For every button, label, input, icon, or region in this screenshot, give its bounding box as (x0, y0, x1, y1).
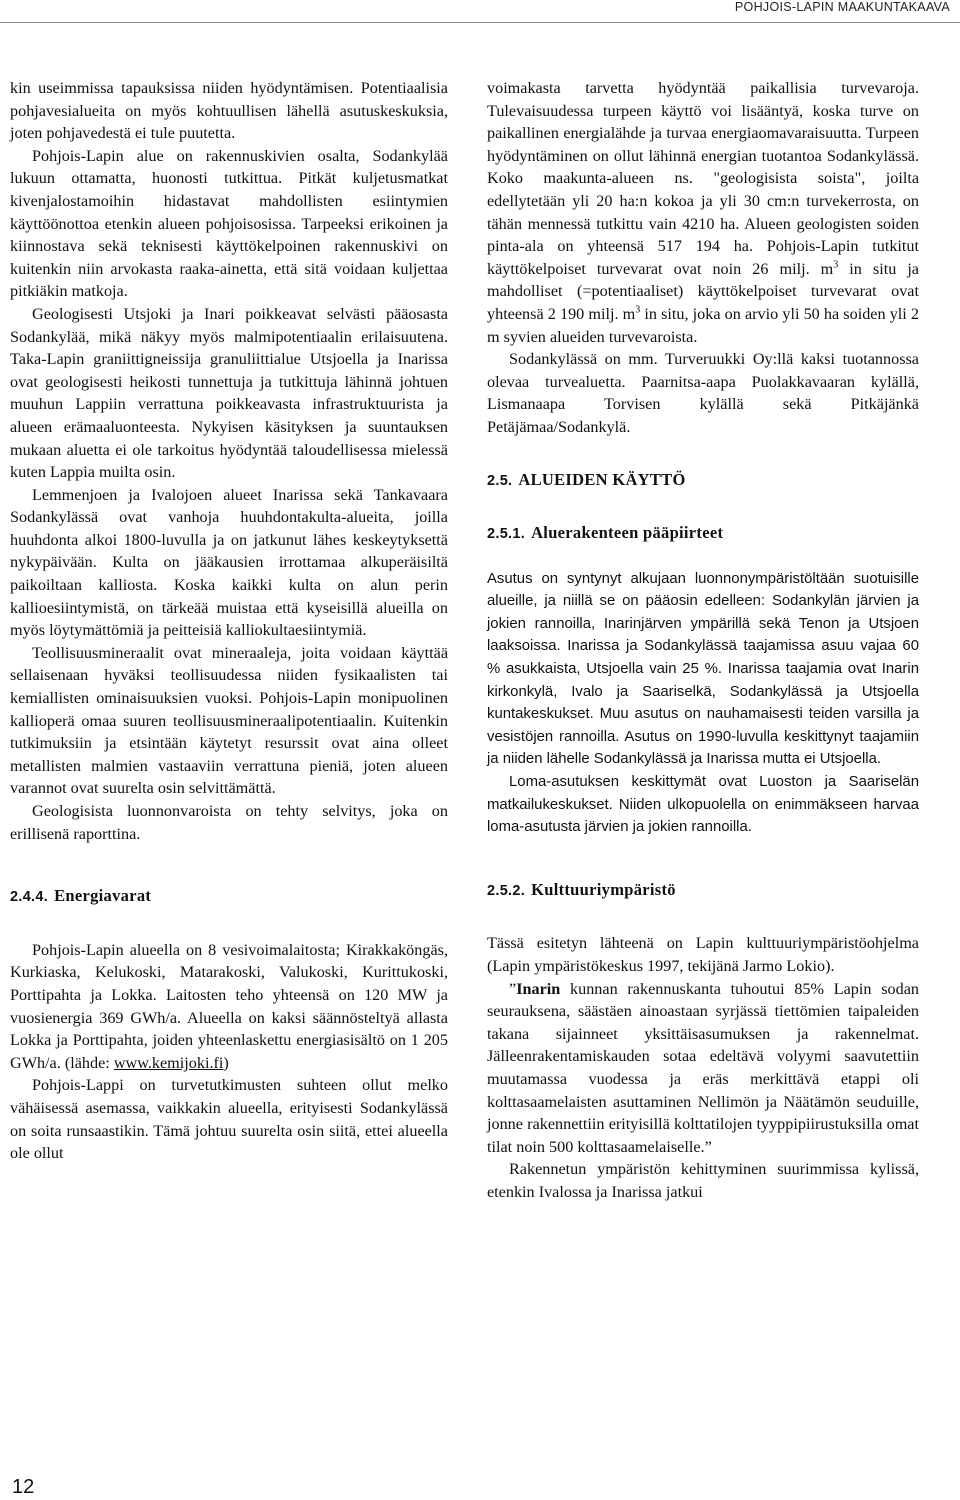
section-number: 2.5.1. (487, 526, 526, 543)
paragraph-text: voimakasta tarvetta hyödyntää paikallisia turvevaroja. Tulevaisuudessa turpeen käyttö voi lisääntyä, koska turve on paikallinen energialähde ja turvaa energiaomavaraisuutta. Turpeen hyödyntäminen on ollut lähinnä energian tuotantoa Sodankylässä. Koko maakunta-alueen ns. "geologisista soista", joilta edellytetään yli 20 ha:n kokoa ja yli 30 cm:n turvekerrosta, on tähän mennessä tutkittu vain 4210 ha. Alueen geologisten soiden pinta-ala on yhteensä 517 194 ha. Pohjois-Lapin tutkitut käyttökelpoiset turvevarat ovat noin 26 milj. m (487, 79, 919, 278)
paragraph: Loma-asutuksen keskittymät ovat Luoston ja Saariselän matkailukeskukset. Niiden ulkopuolella on enimmäkseen harvaa loma-asutusta järvien ja jokien rannoilla. (487, 774, 919, 836)
paragraph: Geologisesti Utsjoki ja Inari poikkeavat selvästi pääosasta Sodankylää, mikä näkyy myös malmipotentiaalin erilaisuutena. Taka-Lapin graniittigneissija granuliittialue Utsjoella ja Inarissa ovat geologisesti heikosti tunnettuja ja tutkittuja lähinnä johtuen muuhun Lappiin verrattuna poikkeavasta infrastruktuurista ja alueen erämaaluonteesta. Nykyisen käsityksen ja suuntauksen mukaan aluetta ei ole tarkoitus hyödyntää taloudellisessa mielessä kuten Lappia muilta osin. (10, 304, 448, 482)
paragraph: Sodankylässä on mm. Turveruukki Oy:llä kaksi tuotannossa olevaa turvealuetta. Paarnitsa-aapa Puolakkavaaran kylällä, Lismanaapa Torvisen kylällä sekä Pitkäjänkä Petäjämaa/Sodankylä. (487, 350, 919, 436)
paragraph-text: in situ, joka on arvio yli 50 ha soiden yli 2 m syvien alueiden turvevaroista. (487, 304, 920, 346)
bold-term: Inarin (516, 979, 561, 998)
paragraph: Asutus on syntynyt alkujaan luonnonympäristöltään suotuisille alueille, ja niillä se on pääosin edelleen: Sodankylän järvien ja jokien rannoilla, Inarinjärven ympärillä sekä Tenon ja Utsjoen laaksoissa. Inarissa ja Sodankylässä taajamissa asuu vajaa 60 % asukkaista, Utsjoella vain 25 %. Inarissa taajamia ovat Inarin kirkonkylä, Ivalo ja Saariselkä, Sodankylässä ja Utsjoella kuntakeskukset. Muu asutus on nauhamaisesti teiden varsilla ja vesistöjen rannoilla. Asutus on 1990-luvulla keskittynyt taajamiin ja niiden lähelle Sodankylässä ja Inarissa mutta ei Utsjoella. (487, 570, 919, 768)
section-title: Energiavarat (54, 886, 152, 906)
paragraph (10, 939, 448, 1075)
section-title: ALUEIDEN KÄYTTÖ (518, 469, 686, 489)
section-heading-alueiden-kaytto (487, 469, 919, 493)
paragraph: Rakennetun ympäristön kehittyminen suurimmissa kylissä, etenkin Ivalossa ja Inarissa jatkui (487, 1160, 919, 1201)
right-column (487, 77, 919, 1204)
quote-mark: ” (509, 979, 517, 998)
kemijoki-link[interactable]: www.kemijoki.fi (113, 1053, 224, 1072)
paragraph-text: in situ ja mahdolliset (=potentiaaliset) käyttökelpoiset turvevarat ovat yhteensä 2 190 milj. m (487, 259, 919, 323)
superscript: 3 (833, 259, 839, 271)
paragraph (487, 77, 919, 348)
superscript: 3 (635, 304, 641, 316)
paragraph: kin useimmissa tapauksissa niiden hyödyntämisen. Potentiaalisia pohjavesialueita on myös kohtuullisen lähellä asutuskeskuksia, joten pohjavedestä ei tule puutetta. (10, 79, 448, 143)
section-heading-kulttuuriymparisto (487, 879, 919, 903)
paragraph: Lemmenjoen ja Ivalojoen alueet Inarissa sekä Tankavaara Sodankylässä ovat vanhoja huuhdontakulta-alueita, joilla huuhdonta alkoi 1800-luvulla ja on jatkunut lähes keskeytyksettä nykypäivään. Kulta on jääkausien irrottamaa alkuperäisiltä paikoiltaan kalliosta. Koska kaikki kulta on alun perin kallioesiintymistä, on tärkeää muistaa että kyseisillä alueilla on myös löytymättömiä ja peitteisiä kalliokultaesiintymiä. (10, 485, 448, 640)
paragraph-text: Pohjois-Lapin alueella on 8 vesivoimalaitosta; Kirakkaköngäs, Kurkiaska, Kelukoski, Matarakoski, Valukoski, Kurittukoski, Porttipahta ja Lokka. Laitosten teho yhteensä on 120 MW ja vuosienergia 369 GWh/a. Alueella on kaksi säännösteltyä allasta Lokka ja Porttipahta, joiden yhteenlaskettu energiasisältö on 1 205 GWh/a. (lähde: (10, 940, 448, 1072)
paragraph: Geologisista luonnonvaroista on tehty selvitys, joka on erillisenä raporttina. (10, 802, 448, 843)
paragraph-text: kunnan rakennuskanta tuhoutui 85% Lapin sodan seurauksena, säästäen ainoastaan syrjässä tiettömien taipaleiden takana sijainneet yksittäisasumuksen ja rakennelmat. Jälleenrakentamiskauden sotaa edeltävä volyymi saavutettiin muutamassa vuodessa ja eräs merkittävä etappi oli kolttasaamelaisten asuttaminen Nellimön ja Näätämön seuduille, jonne rakennettiin erityisillä kolttatilojen tyyppipiirustuksilla omat tilat noin 500 kolttasaamelaiselle.” (487, 979, 919, 1156)
section-title: Aluerakenteen pääpiirteet (531, 523, 724, 543)
paragraph: Tässä esitetyn lähteenä on Lapin kulttuuriympäristöohjelma (Lapin ympäristökeskus 1997, tekijänä Jarmo Lokio). (487, 934, 919, 975)
paragraph-text: ) (223, 1053, 229, 1072)
header-divider (0, 22, 960, 23)
paragraph: Pohjois-Lappi on turvetutkimusten suhteen ollut melko vähäisessä asemassa, vaikkakin alueella, erityisesti Sodankylässä on soita runsaastikin. Tämä johtuu suurelta osin siitä, ettei alueella ole ollut (10, 1076, 448, 1163)
section-number: 2.5.2. (487, 882, 526, 899)
quote-paragraph (487, 978, 919, 1159)
section-number: 2.4.4. (10, 889, 49, 906)
left-column (10, 77, 448, 1165)
section-heading-aluerakenne (487, 522, 919, 546)
section-heading-energiavarat (10, 885, 448, 909)
paragraph: Pohjois-Lapin alue on rakennuskivien osalta, Sodankylää lukuun ottamatta, huonosti tutkittua. Pitkät kuljetusmatkat kivenjalostamoihin hidastavat mahdollisten esiintymien käyttöönottoa etenkin alueen pohjoisosissa. Tarpeeksi erikoinen ja kiinnostava sekä teknisesti käyttökelpoinen rakennuskivi on kuitenkin niin arvokasta raaka-ainetta, että sitä voidaan kuljettaa pitkiäkin matkoja. (10, 146, 448, 301)
paragraph: Teollisuusmineraalit ovat mineraaleja, joita voidaan käyttää sellaisenaan hyväksi teollisuudessa niiden fysikaalisten tai kemiallisten ominaisuuksien vuoksi. Pohjois-Lapin monipuolinen kallioperä omaa suuren teollisuusmineraalipotentiaalin. Kuitenkin tutkimuksiin ja etsintään käytetyt resurssit ovat aina olleet metallisten malmien vastaaviin verrattuna pieniä, joten alueen varannot ovat suurelta osin selvittämättä. (10, 643, 448, 798)
section-title: Kulttuuriympäristö (531, 879, 676, 899)
page-number: 12 (12, 1476, 35, 1498)
section-number: 2.5. (487, 472, 513, 489)
running-header: POHJOIS-LAPIN MAAKUNTAKAAVA (734, 0, 950, 14)
